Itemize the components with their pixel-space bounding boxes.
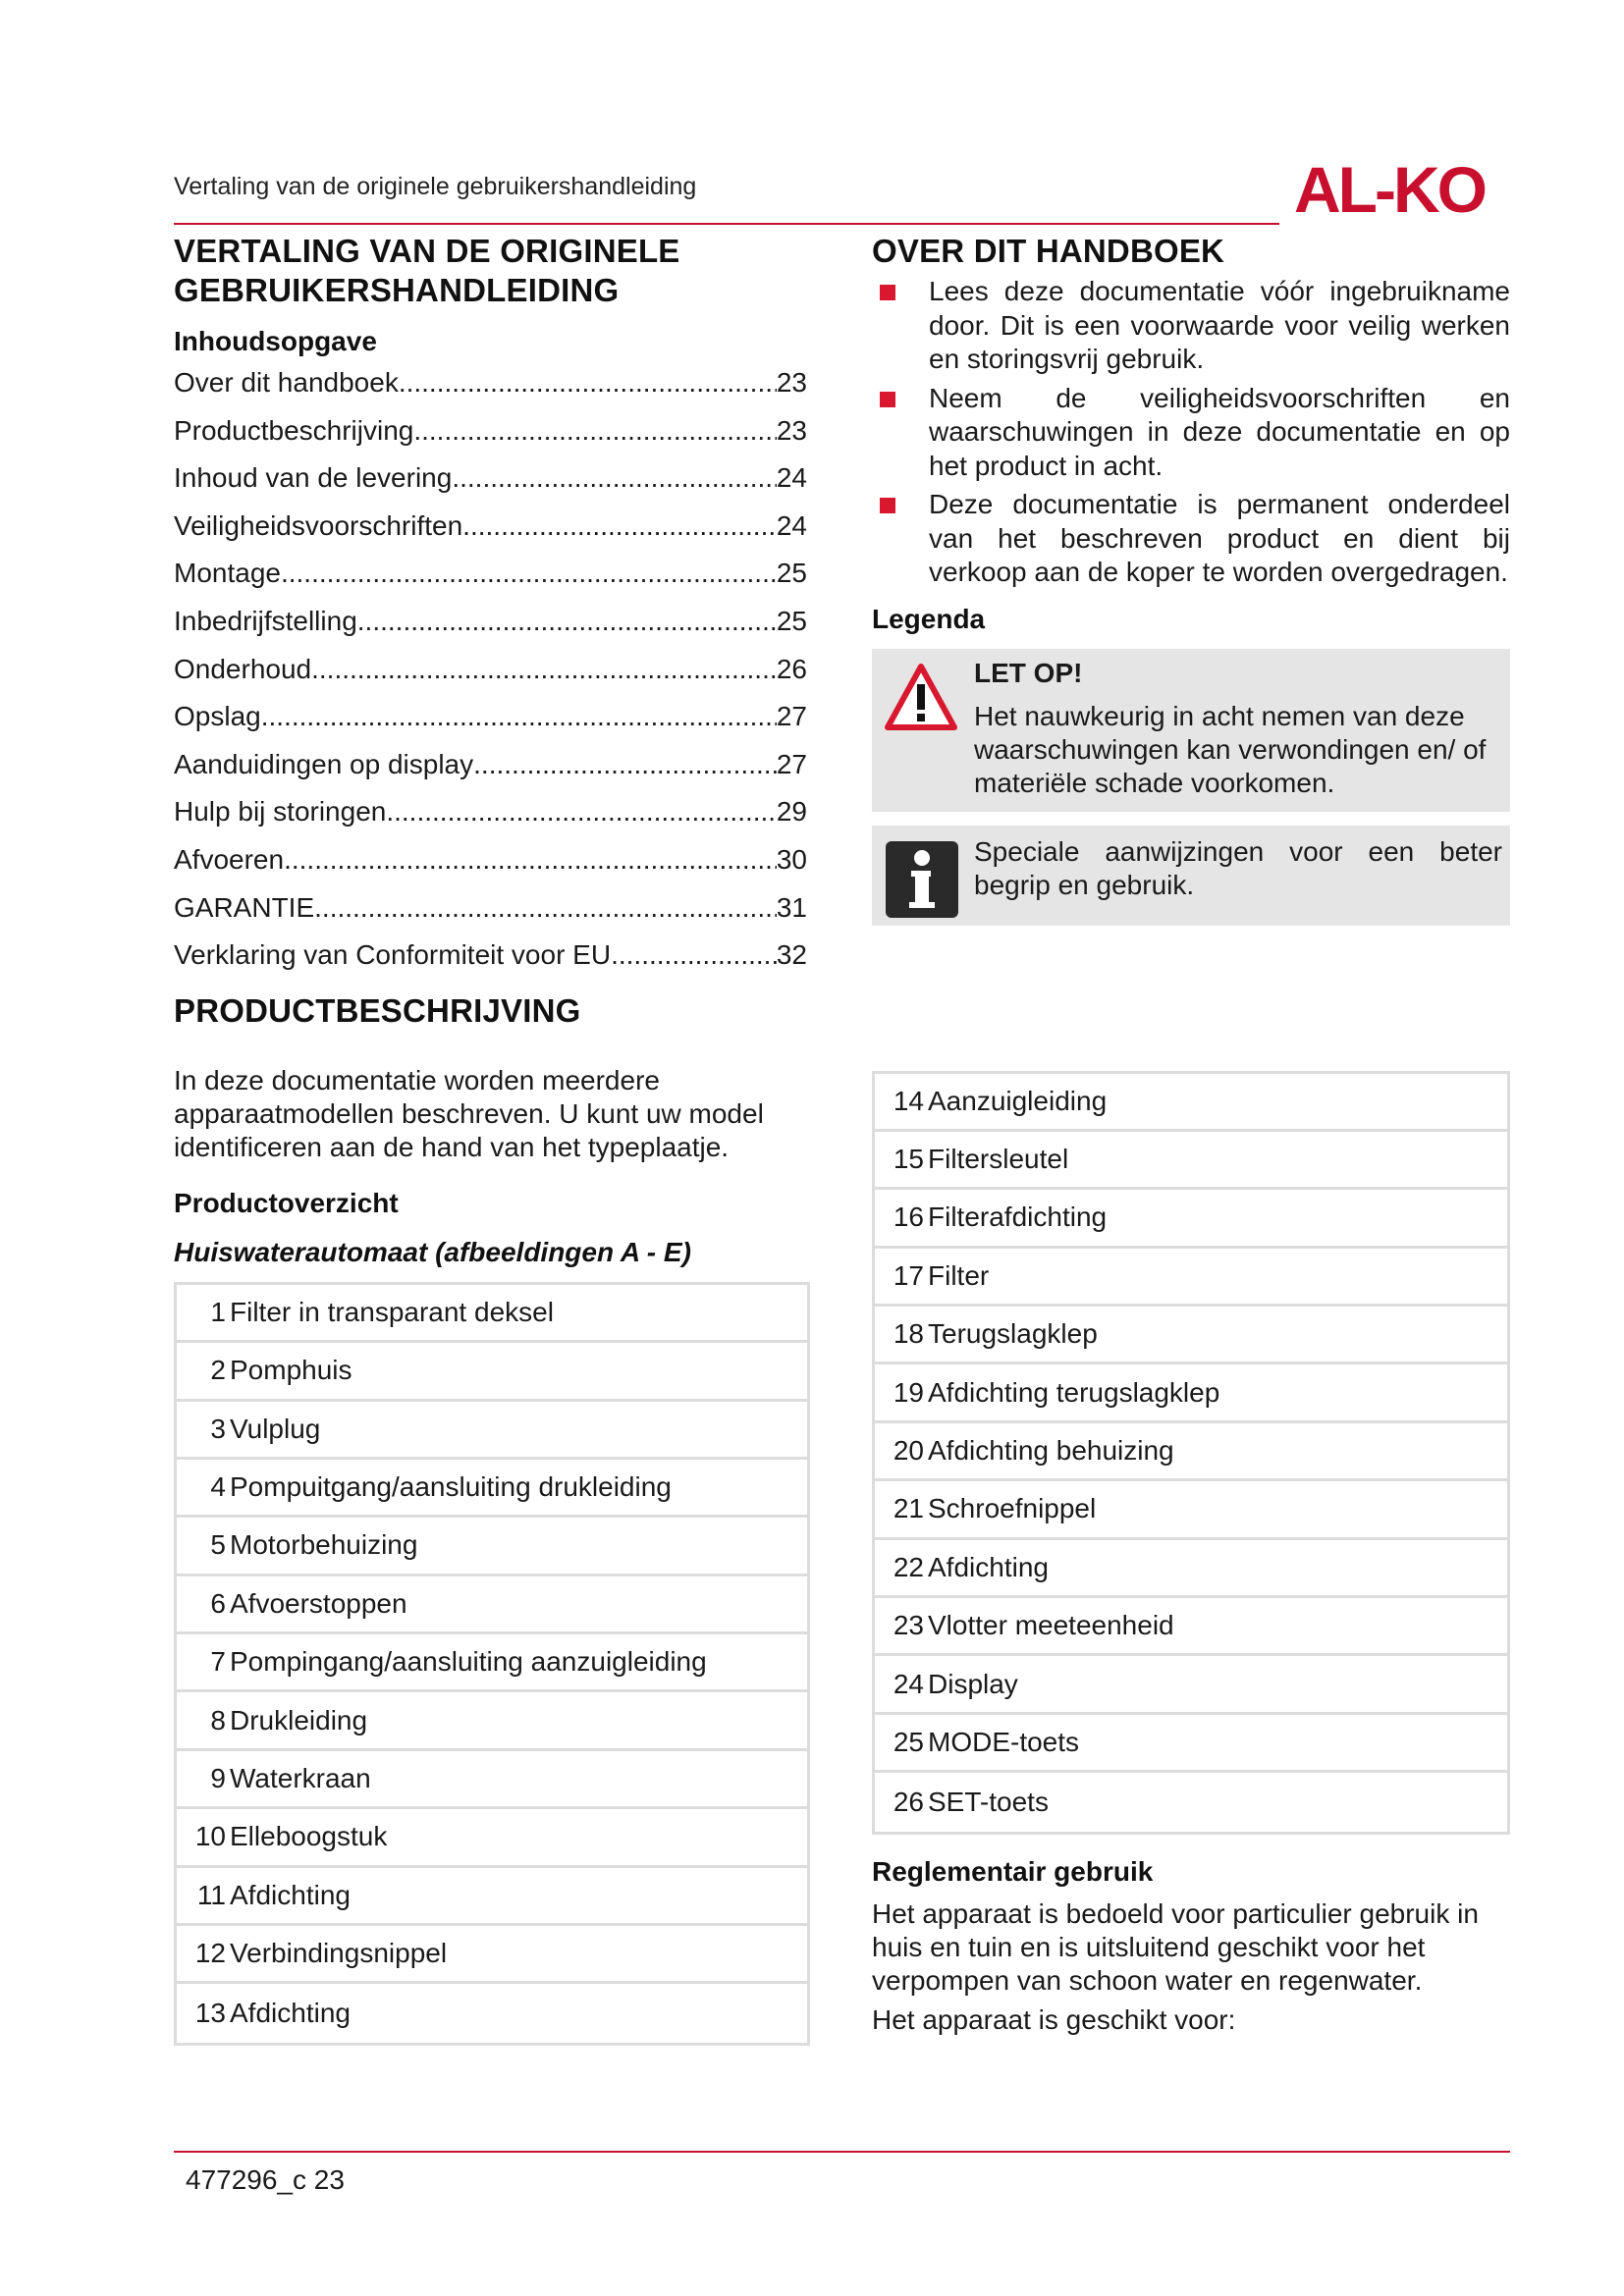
toc-entry-page: 25	[776, 558, 807, 589]
toc-leader-dots	[281, 550, 777, 598]
parts-row	[177, 1984, 807, 2042]
toc-entry-page: 32	[776, 939, 807, 971]
toc-entry-title: Afvoeren	[174, 843, 285, 875]
part-label: Display	[928, 1668, 1018, 1699]
toc-leader-dots	[357, 598, 777, 646]
header-divider	[174, 223, 1279, 225]
about-bullets	[872, 275, 1510, 590]
bullet-item	[872, 382, 1510, 484]
toc-entry-title: Hulp bij storingen	[174, 796, 387, 828]
part-label: Filterafdichting	[928, 1201, 1108, 1233]
info-icon	[886, 841, 958, 918]
overview-subheading: Huiswaterautomaat (afbeeldingen A - E)	[174, 1236, 691, 1267]
part-number: 7	[210, 1646, 226, 1678]
toc-entry[interactable]	[174, 359, 807, 407]
running-header: Vertaling van de originele gebruikershandleiding	[174, 173, 697, 200]
parts-row	[177, 1402, 807, 1460]
part-label: Schroefnippel	[928, 1493, 1097, 1524]
bullet-item	[872, 488, 1510, 590]
part-label: Afdichting behuizing	[928, 1435, 1174, 1467]
part-label: Vulplug	[230, 1413, 321, 1444]
toc-entry-title: Aanduidingen op display	[174, 748, 474, 779]
toc-entry-page: 31	[776, 891, 807, 923]
table-of-contents	[174, 359, 812, 980]
info-box	[872, 826, 1510, 926]
toc-entry-page: 23	[776, 414, 807, 446]
parts-row	[177, 1751, 807, 1809]
parts-row	[875, 1656, 1507, 1714]
toc-entry-title: Opslag	[174, 701, 261, 732]
toc-leader-dots	[452, 454, 777, 503]
part-number: 21	[893, 1493, 924, 1524]
part-label: Verbindingsnippel	[230, 1938, 448, 1969]
part-number: 5	[210, 1529, 226, 1561]
toc-entry[interactable]	[174, 646, 807, 694]
bullet-square-icon	[880, 392, 895, 407]
toc-entry[interactable]	[174, 503, 807, 551]
legend-heading: Legenda	[872, 603, 986, 634]
main-title-line2: GEBRUIKERSHANDLEIDING	[174, 272, 620, 308]
left-column	[174, 228, 812, 2046]
toc-entry[interactable]	[174, 884, 807, 933]
part-number: 19	[893, 1376, 924, 1408]
part-label: MODE-toets	[928, 1726, 1080, 1757]
part-label: Afvoerstoppen	[230, 1587, 407, 1619]
part-number: 14	[893, 1085, 924, 1116]
toc-leader-dots	[611, 932, 777, 980]
part-number: 11	[196, 1879, 226, 1910]
bullet-text: Deze documentatie is permanent onderdeel van het beschreven product en dient bij verkoop aan de koper te worden overgedragen.	[929, 489, 1510, 587]
toc-entry[interactable]	[174, 788, 807, 836]
part-label: Filtersleutel	[928, 1144, 1069, 1175]
parts-row	[177, 1868, 807, 1926]
part-label: Elleboogstuk	[230, 1821, 388, 1852]
toc-entry-title: Verklaring van Conformiteit voor EU	[174, 939, 612, 971]
toc-leader-dots	[261, 693, 777, 741]
part-label: Terugslagklep	[928, 1318, 1098, 1350]
part-label: Waterkraan	[230, 1763, 371, 1794]
parts-row	[177, 1926, 807, 1984]
parts-row	[875, 1307, 1507, 1364]
parts-row	[177, 1285, 807, 1343]
alko-logo	[1294, 155, 1510, 224]
part-label: Afdichting terugslagklep	[928, 1376, 1220, 1408]
parts-row	[875, 1074, 1507, 1132]
toc-entry[interactable]	[174, 932, 807, 980]
toc-entry-page: 25	[776, 605, 807, 636]
toc-entry-title: Montage	[174, 558, 281, 589]
part-number: 1	[210, 1296, 226, 1327]
warning-triangle-icon	[884, 663, 958, 731]
part-label: Motorbehuizing	[230, 1529, 418, 1561]
part-number: 25	[893, 1726, 924, 1757]
part-number: 12	[194, 1938, 226, 1969]
toc-entry-title: Inbedrijfstelling	[174, 605, 357, 636]
toc-entry[interactable]	[174, 407, 807, 455]
warning-box	[872, 649, 1510, 812]
bullet-item	[872, 275, 1510, 377]
toc-leader-dots	[462, 503, 777, 551]
parts-row	[875, 1481, 1507, 1539]
part-label: Pompingang/aansluiting aanzuigleiding	[230, 1646, 707, 1678]
part-label: Vlotter meeteenheid	[928, 1610, 1174, 1641]
part-number: 6	[210, 1587, 226, 1619]
toc-entry-page: 24	[776, 509, 807, 541]
about-heading: OVER DIT HANDBOEK	[872, 233, 1225, 269]
part-number: 22	[893, 1551, 924, 1582]
part-label: Afdichting	[230, 1998, 351, 2029]
part-label: Pomphuis	[230, 1355, 352, 1386]
parts-table-left	[174, 1282, 810, 2046]
part-number: 13	[194, 1998, 226, 2029]
usage-text-2: Het apparaat is geschikt voor:	[872, 2003, 1236, 2035]
part-number: 20	[893, 1435, 924, 1467]
toc-entry[interactable]	[174, 454, 807, 503]
product-heading: PRODUCTBESCHRIJVING	[174, 991, 581, 1029]
parts-row	[177, 1692, 807, 1750]
toc-entry-title: GARANTIE	[174, 891, 315, 923]
toc-entry-title: Over dit handboek	[174, 367, 399, 398]
parts-row	[875, 1190, 1507, 1248]
bullet-text: Neem de veiligheidsvoorschriften en waarschuwingen in deze documentatie en op het product in acht.	[929, 382, 1510, 481]
parts-row	[177, 1343, 807, 1401]
part-number: 26	[893, 1786, 924, 1817]
part-label: Pompuitgang/aansluiting drukleiding	[230, 1471, 672, 1503]
toc-entry[interactable]	[174, 741, 807, 789]
part-label: Afdichting	[928, 1551, 1049, 1582]
toc-entry-page: 23	[776, 367, 807, 398]
part-number: 8	[210, 1704, 226, 1735]
usage-text: Het apparaat is bedoeld voor particulier gebruik in huis en tuin en is uitsluitend geschikt voor het verpompen van schoon water en regenwater.	[872, 1897, 1479, 1996]
parts-row	[875, 1773, 1507, 1831]
toc-leader-dots	[473, 741, 777, 789]
part-number: 2	[210, 1355, 226, 1386]
parts-row	[177, 1460, 807, 1518]
part-number: 15	[893, 1144, 924, 1175]
part-label: Filter	[928, 1259, 990, 1291]
parts-row	[875, 1598, 1507, 1656]
part-label: Afdichting	[230, 1879, 351, 1910]
toc-entry-page: 27	[776, 701, 807, 732]
toc-entry-page: 27	[776, 748, 807, 779]
toc-entry[interactable]	[174, 550, 807, 598]
parts-row	[875, 1132, 1507, 1190]
overview-heading: Productoverzicht	[174, 1187, 399, 1218]
main-title-line1: VERTALING VAN DE ORIGINELE	[174, 233, 680, 269]
toc-leader-dots	[386, 788, 777, 836]
toc-leader-dots	[413, 407, 777, 455]
toc-leader-dots	[311, 646, 777, 694]
parts-row	[177, 1576, 807, 1634]
part-label: Drukleiding	[230, 1704, 368, 1735]
toc-entry[interactable]	[174, 693, 807, 741]
toc-leader-dots	[284, 836, 777, 884]
toc-entry-page: 30	[776, 843, 807, 875]
usage-heading: Reglementair gebruik	[872, 1855, 1154, 1887]
part-label: Filter in transparant deksel	[230, 1296, 554, 1327]
toc-leader-dots	[399, 359, 777, 407]
toc-entry[interactable]	[174, 836, 807, 884]
parts-table-right	[872, 1071, 1510, 1835]
part-number: 10	[194, 1821, 226, 1852]
part-number: 23	[893, 1610, 924, 1641]
toc-leader-dots	[314, 884, 777, 933]
part-number: 18	[893, 1318, 924, 1350]
part-number: 16	[893, 1201, 924, 1233]
parts-row	[177, 1518, 807, 1575]
bullet-square-icon	[880, 498, 895, 513]
toc-entry-page: 26	[776, 653, 807, 684]
part-number: 24	[893, 1668, 924, 1699]
bullet-square-icon	[880, 285, 895, 300]
warning-title: LET OP!	[974, 657, 1083, 688]
parts-row	[875, 1249, 1507, 1307]
part-label: SET-toets	[928, 1786, 1049, 1817]
parts-row	[177, 1634, 807, 1692]
bullet-text: Lees deze documentatie vóór ingebruikname door. Dit is een voorwaarde voor veilig werken en storingsvrij gebruik.	[929, 276, 1510, 374]
toc-entry-title: Inhoud van de levering	[174, 462, 453, 494]
warning-text: Het nauwkeurig in acht nemen van deze waarschuwingen kan verwondingen en/ of materiële schade voorkomen.	[974, 700, 1487, 798]
right-column	[872, 228, 1510, 2037]
parts-row	[875, 1540, 1507, 1598]
parts-row	[875, 1364, 1507, 1422]
info-text: Speciale aanwijzingen voor een beter begrip en gebruik.	[974, 835, 1502, 900]
part-number: 3	[210, 1413, 226, 1444]
toc-entry-title: Onderhoud	[174, 653, 312, 684]
parts-row	[875, 1423, 1507, 1481]
part-number: 4	[210, 1471, 226, 1503]
part-label: Aanzuigleiding	[928, 1085, 1108, 1116]
part-number: 9	[210, 1763, 226, 1794]
parts-row	[875, 1715, 1507, 1773]
toc-entry-page: 29	[776, 796, 807, 828]
footer-doc-number: 477296_c 23	[186, 2164, 345, 2195]
toc-entry-title: Productbeschrijving	[174, 414, 414, 446]
part-number: 17	[893, 1259, 924, 1291]
logo-text: AL-KO	[1294, 155, 1485, 224]
toc-heading: Inhoudsopgave	[174, 326, 377, 356]
toc-entry-title: Veiligheidsvoorschriften	[174, 509, 463, 541]
toc-entry-page: 24	[776, 462, 807, 494]
parts-row	[177, 1809, 807, 1867]
product-intro: In deze documentatie worden meerdere apparaatmodellen beschreven. U kunt uw model identificeren aan de hand van het typeplaatje.	[174, 1064, 764, 1162]
footer-divider	[174, 2151, 1510, 2153]
main-title	[174, 232, 812, 310]
toc-entry[interactable]	[174, 598, 807, 646]
